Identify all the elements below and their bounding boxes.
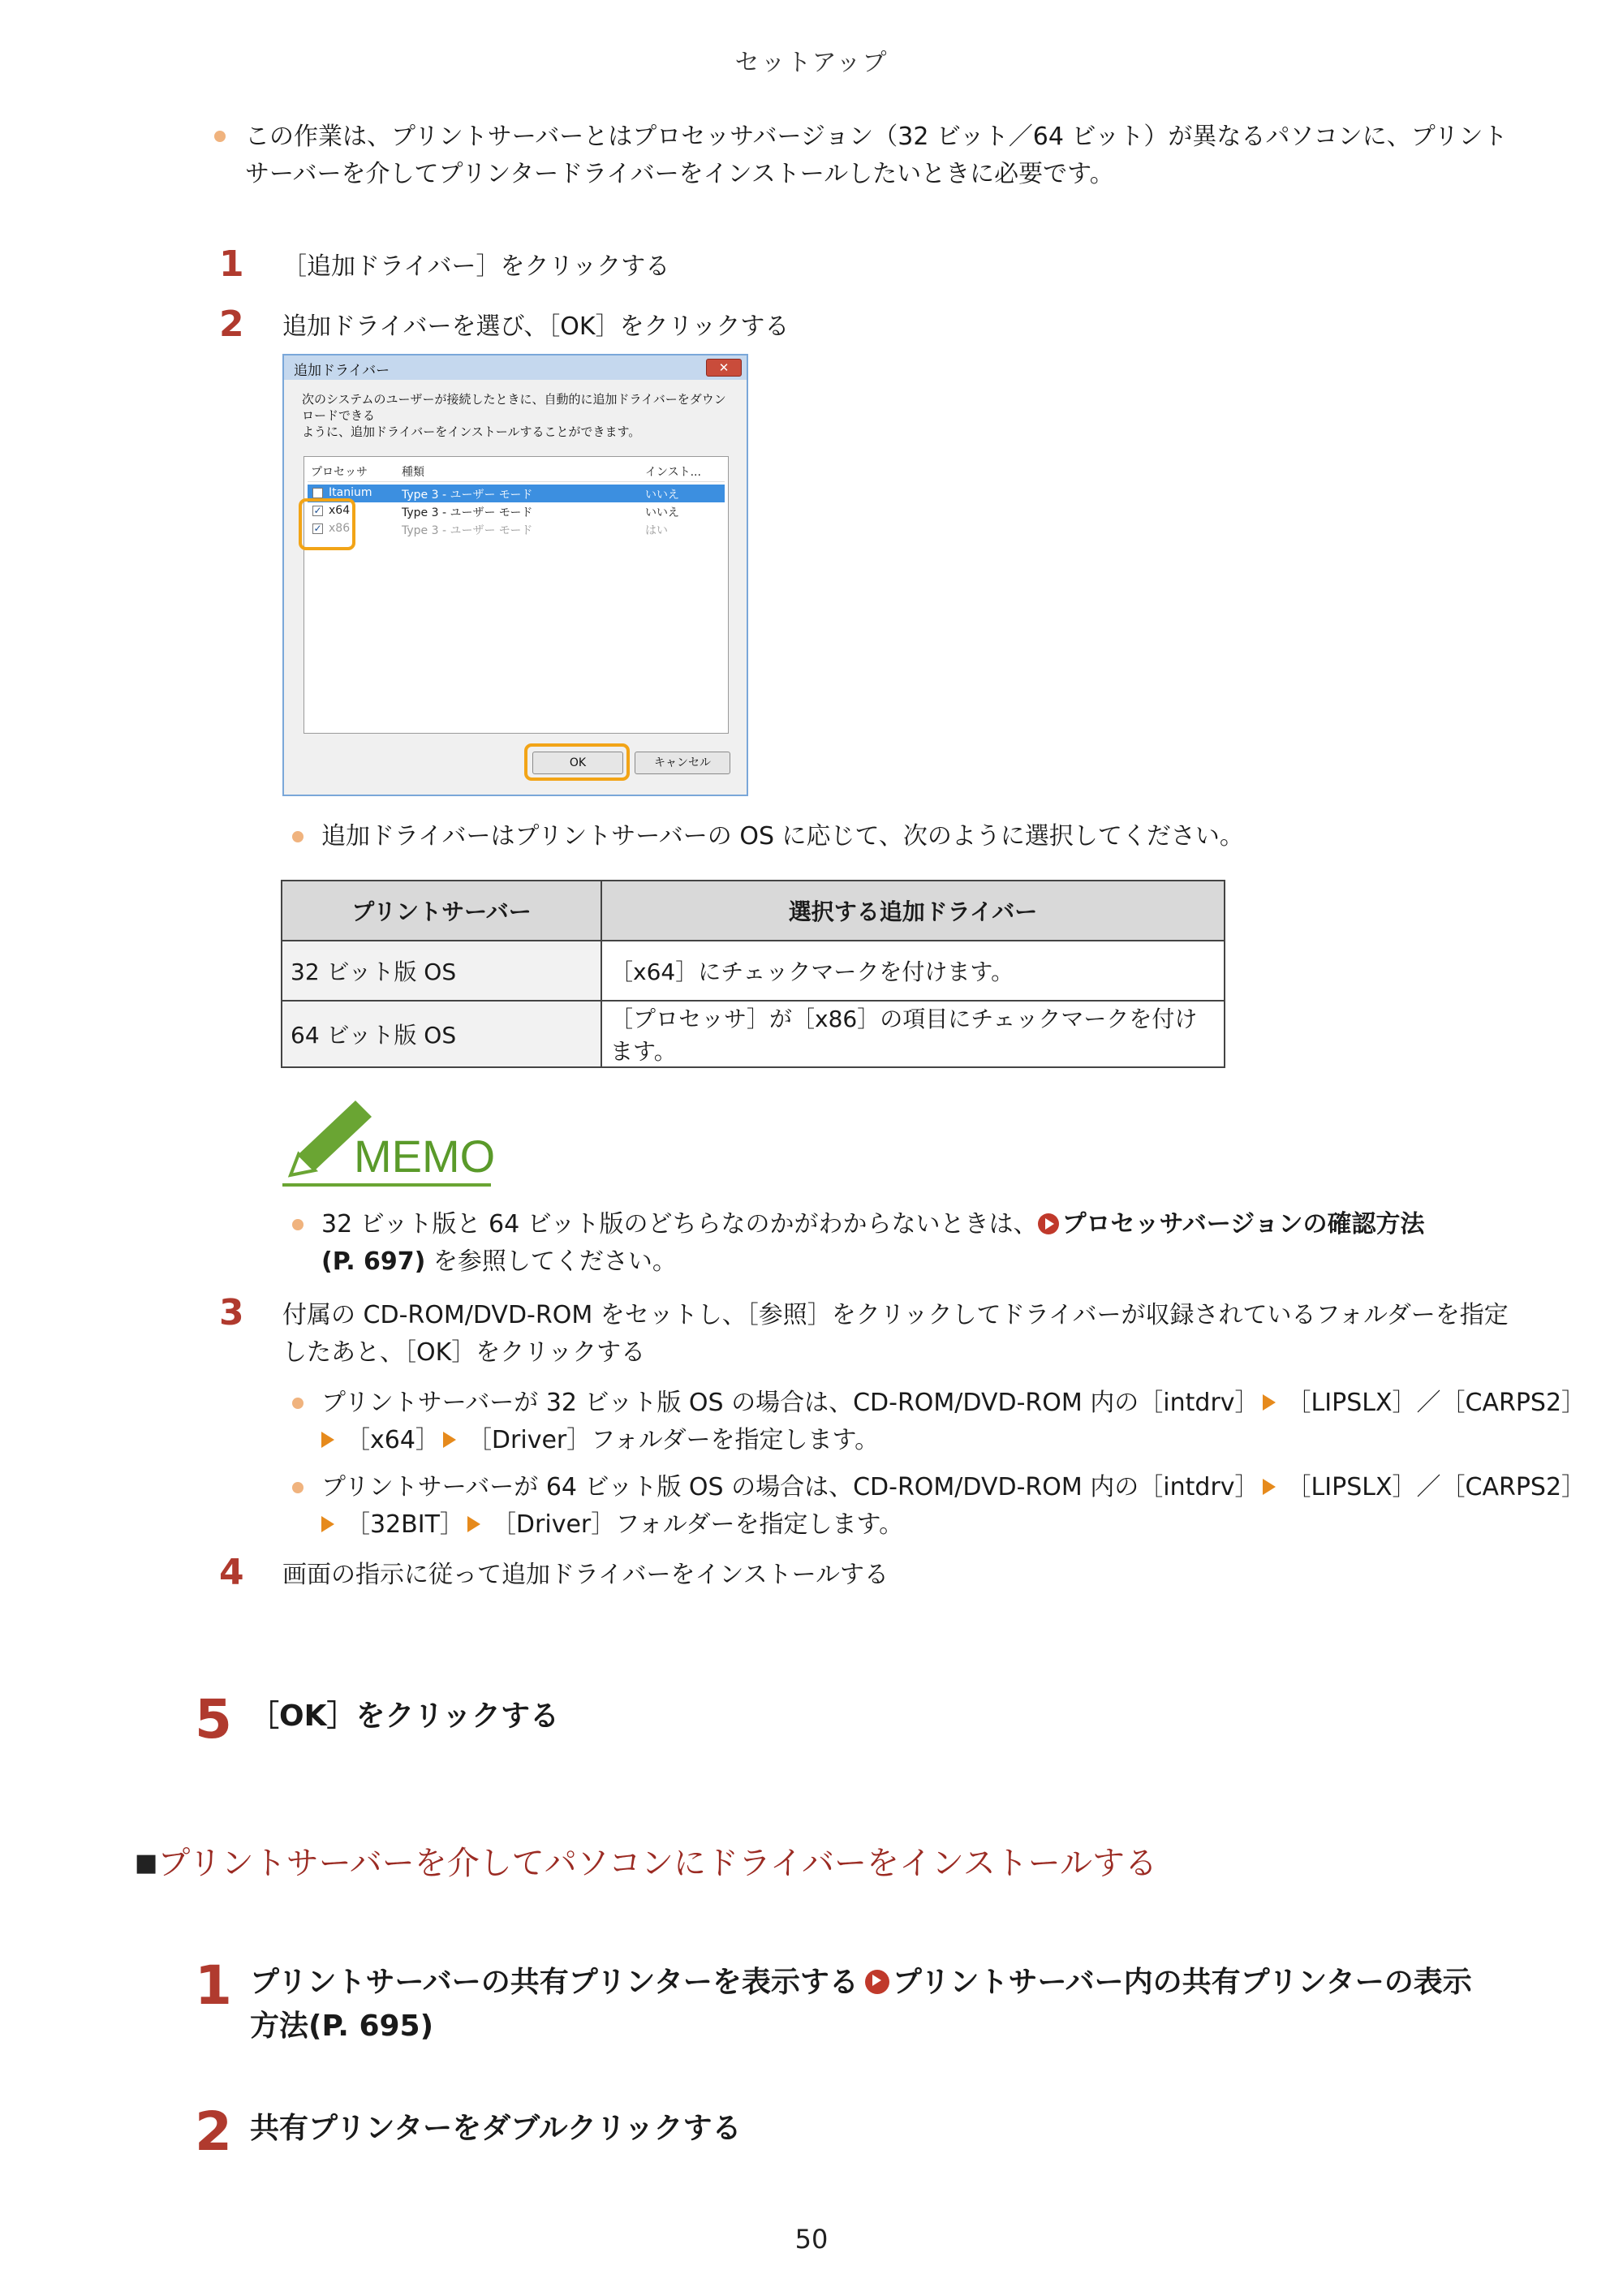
- substep-text: ［追加ドライバー］をクリックする: [282, 252, 670, 281]
- path-arrow-icon: [443, 1432, 456, 1448]
- ok-button[interactable]: OK: [532, 752, 623, 774]
- table-header: 選択する追加ドライバー: [601, 881, 1225, 941]
- path-bullet-line: プリントサーバーが 64 ビット版 OS の場合は、CD-ROM/DVD-ROM 内の［intdrv］ ［LIPSLX］／［CARPS2］: [321, 1473, 1586, 1501]
- section-marker-icon: ■: [135, 1849, 158, 1877]
- substep-number: 4: [219, 1552, 244, 1593]
- step-text: プリントサーバーの共有プリンターを表示する プリントサーバー内の共有プリンターの表示: [250, 1966, 1472, 1999]
- step-number: 1: [195, 1954, 232, 2017]
- path-arrow-icon: [321, 1516, 334, 1532]
- step-text: ［OK］をクリックする: [250, 1699, 560, 1733]
- running-header: セットアップ: [734, 49, 889, 77]
- substep-text: 付属の CD-ROM/DVD-ROM をセットし、［参照］をクリックしてドライバーが収録されているフォルダーを指定: [282, 1301, 1509, 1329]
- path-arrow-icon: [1263, 1394, 1276, 1411]
- path-bullet-line: ［x64］ ［Driver］フォルダーを指定します。: [321, 1422, 879, 1459]
- path-arrow-icon: [321, 1432, 334, 1448]
- bullet-dot: [292, 1219, 304, 1230]
- checkbox[interactable]: [312, 488, 323, 498]
- bullet-dot: [292, 831, 304, 842]
- bullet-dot: [292, 1482, 304, 1493]
- cancel-button[interactable]: キャンセル: [635, 752, 730, 774]
- column-header-processor[interactable]: プロセッサ: [311, 466, 368, 479]
- path-arrow-icon: [1263, 1479, 1276, 1495]
- checkbox-highlight: [299, 498, 355, 550]
- checkbox[interactable]: ✓: [313, 523, 322, 534]
- memo-label: MEMO: [354, 1131, 496, 1182]
- table-row: [282, 941, 1225, 1001]
- table-header: プリントサーバー: [282, 881, 601, 941]
- section-link-page[interactable]: 方法(P. 695): [250, 2010, 434, 2043]
- step-text: 共有プリンターをダブルクリックする: [250, 2112, 742, 2145]
- table-cell: 32 ビット版 OS: [282, 941, 601, 1001]
- header-divider: [308, 481, 725, 482]
- substep-text: 画面の指示に従って追加ドライバーをインストールする: [282, 1561, 889, 1589]
- table-cell: ［プロセッサ］が［x86］の項目にチェックマークを付けます。: [601, 1001, 1225, 1067]
- list-item[interactable]: Itanium Type 3 - ユーザー モード いいえ: [308, 485, 725, 502]
- memo-line-1: 32 ビット版と 64 ビット版のどちらなのかがわからないときは、 プロセッサバージョンの確認方法: [321, 1210, 1425, 1238]
- column-header-type[interactable]: 種類: [402, 466, 424, 479]
- substep-number: 2: [219, 304, 244, 345]
- intro-line-2: サーバーを介してプリンタードライバーをインストールしたいときに必要です。: [245, 160, 1114, 188]
- column-header-installed[interactable]: インスト...: [645, 466, 701, 479]
- path-bullet-line: ［32BIT］ ［Driver］フォルダーを指定します。: [321, 1506, 903, 1544]
- ok-highlight: [524, 743, 630, 781]
- section-heading: ■プリントサーバーを介してパソコンにドライバーをインストールする: [135, 1845, 1157, 1882]
- substep-number: 3: [219, 1292, 244, 1333]
- dialog-title: 追加ドライバー: [294, 363, 390, 379]
- add-driver-dialog: [282, 354, 748, 796]
- driver-selection-table: [281, 880, 1225, 1068]
- intro-line-1: この作業は、プリントサーバーとはプロセッサバージョン（32 ビット／64 ビット）が異なるパソコンに、プリント: [245, 123, 1508, 151]
- memo-link-page[interactable]: (P. 697): [321, 1247, 426, 1276]
- bullet-dot: [292, 1398, 304, 1409]
- table-header-row: [282, 881, 1225, 941]
- driver-list: [304, 456, 729, 734]
- dialog-message: 次のシステムのユーザーが接続したときに、自動的に追加ドライバーをダウンロードできる ように、追加ドライバーをインストールすることができます。: [302, 392, 726, 439]
- page-number: 50: [794, 2224, 829, 2255]
- substep-text: したあと、［OK］をクリックする: [282, 1338, 646, 1367]
- substep-text: 追加ドライバーを選び、［OK］をクリックする: [282, 312, 790, 341]
- table-cell: ［x64］にチェックマークを付けます。: [601, 941, 1225, 1001]
- step-number: 2: [195, 2100, 232, 2163]
- select-note: 追加ドライバーはプリントサーバーの OS に応じて、次のように選択してください。: [321, 822, 1244, 851]
- close-icon[interactable]: ✕: [706, 359, 742, 377]
- memo-link[interactable]: プロセッサバージョンの確認方法: [1061, 1210, 1425, 1238]
- table-row: [282, 1001, 1225, 1067]
- bullet-dot: [214, 131, 226, 142]
- list-item[interactable]: ✓ x86 Type 3 - ユーザー モード はい: [313, 522, 668, 537]
- table-cell: 64 ビット版 OS: [282, 1001, 601, 1067]
- path-bullet-line: プリントサーバーが 32 ビット版 OS の場合は、CD-ROM/DVD-ROM 内の［intdrv］ ［LIPSLX］／［CARPS2］: [321, 1389, 1586, 1417]
- step-number: 5: [195, 1688, 232, 1751]
- substep-number: 1: [219, 243, 244, 285]
- link-arrow-icon[interactable]: [1038, 1213, 1059, 1234]
- path-arrow-icon: [467, 1516, 480, 1532]
- section-link[interactable]: プリントサーバー内の共有プリンターの表示: [892, 1966, 1472, 1999]
- link-arrow-icon[interactable]: [865, 1970, 889, 1994]
- checkbox[interactable]: ✓: [313, 505, 322, 516]
- memo-line-2: (P. 697) を参照してください。: [321, 1247, 677, 1276]
- list-item[interactable]: ✓ x64 Type 3 - ユーザー モード いいえ: [313, 504, 679, 519]
